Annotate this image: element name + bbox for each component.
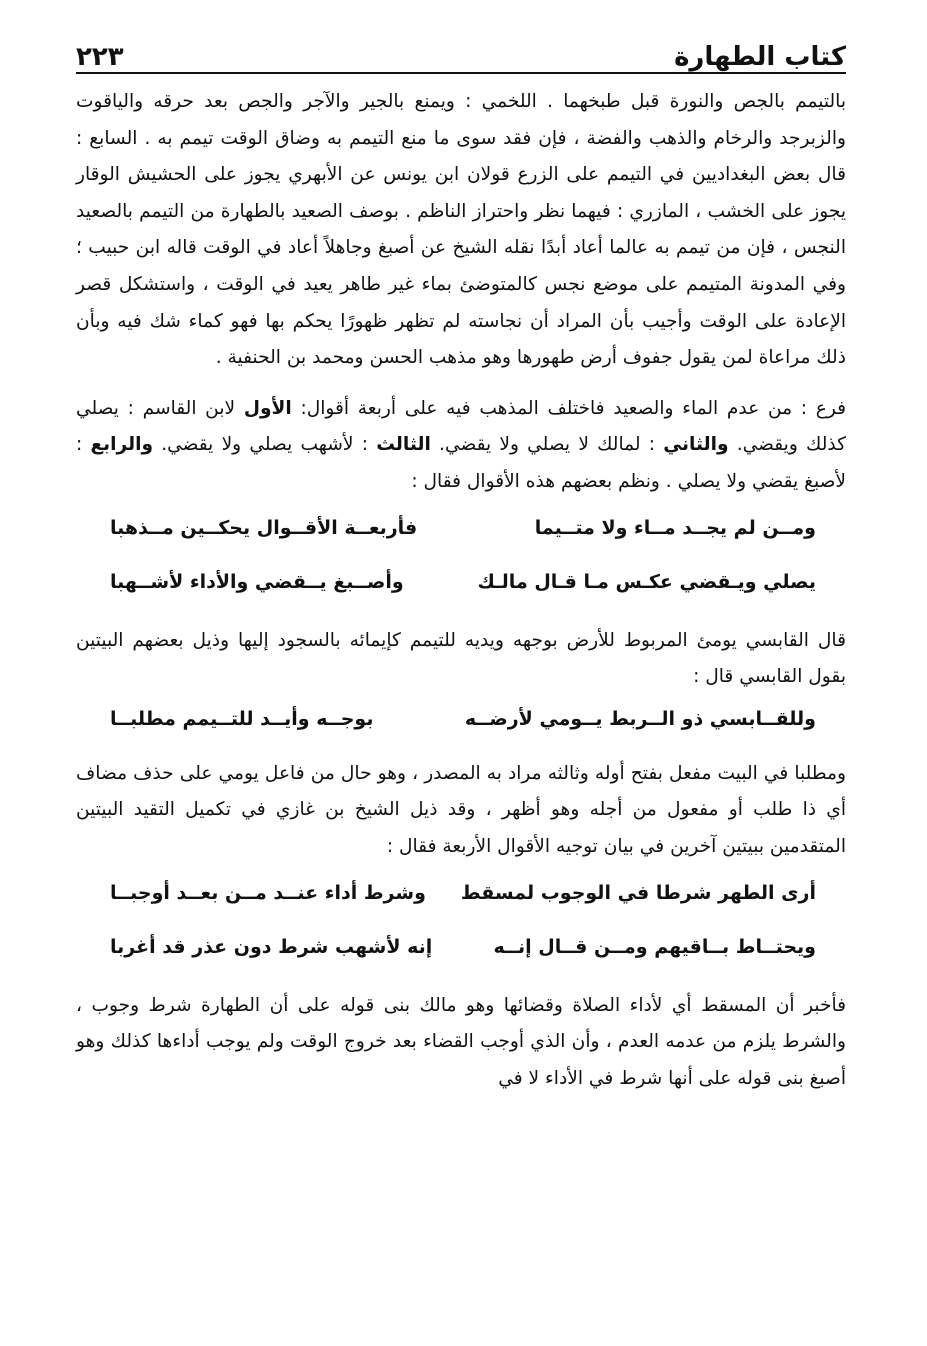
second-opinion-label: والثاني [663, 434, 729, 456]
paragraph-2-text: فرع : من عدم الماء والصعيد فاختلف المذهب فيه على أربعة أقوال: [291, 397, 846, 419]
paragraph-2-text: : لأصبغ يقضي ولا يصلي . ونظم بعضهم هذه الأقوال فقال : [76, 434, 846, 492]
fourth-opinion-label: والرابع [90, 434, 154, 456]
verse-second-hemistich: بوجــه وأيــد للتــيمم مطلبــا [110, 707, 374, 730]
paragraph-2 [76, 391, 846, 501]
verse-first-hemistich: يصلي ويـقضي عكـس مـا قـال مالـك [477, 570, 816, 593]
verse-first-hemistich: أرى الطهر شرطا في الوجوب لمسقط [460, 881, 816, 904]
page-header [76, 34, 846, 74]
first-opinion-label: الأول [243, 397, 292, 419]
paragraph-2-text: : لأشهب يصلي ولا يقضي. [153, 434, 377, 456]
verse-first-hemistich: ومــن لم يجــد مــاء ولا متــيما [534, 516, 816, 539]
verse-line [76, 920, 846, 974]
verse-second-hemistich: وشرط أداء عنــد مــن بعــد أوجبــا [110, 881, 426, 904]
verse-line [76, 501, 846, 555]
verse-first-hemistich: ويحتــاط بــاقيهم ومــن قــال إنــه [493, 935, 816, 958]
book-page [76, 34, 846, 1334]
verse-line [76, 866, 846, 920]
verse-second-hemistich: فأربعــة الأقــوال يحكــين مــذهبا [110, 516, 418, 539]
verse-second-hemistich: وأصــبغ يــقضي والأداء لأشــهبا [110, 570, 404, 593]
paragraph-3: قال القابسي يومئ المربوط للأرض بوجهه ويديه للتيمم كإيمائه بالسجود إليها وذيل بعضهم البيتين بقول القابسي قال : [76, 629, 846, 688]
paragraph-5: فأخبر أن المسقط أي لأداء الصلاة وقضائها وهو مالك بنى قوله على أن الطهارة شرط وجوب ، والشرط يلزم من عدمه العدم ، وأن الذي أوجب القضاء بعد خروج الوقت ولم يوجب أداءها كذلك وهو أصبغ بنى قوله على أنها شرط في الأداء لا في [76, 994, 846, 1089]
paragraph-1: بالتيمم بالجص والنورة قبل طبخهما . اللخمي : ويمنع بالجير والآجر والجص بعد حرقه والياقوت والزبرجد والرخام والذهب والفضة ، فإن فقد سوى ما منع التيمم به وضاق الوقت تيمم به . السابع : قال بعض البغداديين في التيمم على الزرع قولان ابن يونس عن الأبهري يجوز على الحشيش الوقار يجوز على الخشب ، المازري : فيهما نظر واحتراز الناظم . بوصف الصعيد بالطهارة من التيمم بالصعيد النجس ، فإن من تيمم به عالما أعاد أبدًا نقله الشيخ عن أصبغ وجاهلاً أعاد في الوقت قاله ابن حبيب ؛ وفي المدونة المتيمم على موضع نجس كالمتوضئ بماء غير طاهر يعيد في الوقت ، واستشكل قصر الإعادة على الوقت وأجيب بأن المراد أن نجاسته لم تظهر ظهورًا يحكم بها فهو كماء شك فيه وبأن ذلك مراعاة لمن يقول جفوف أرض طهورها وهو مذهب الحسن ومحمد بن الحنفية . [76, 91, 846, 369]
verse-first-hemistich: وللقــابسي ذو الــربط يــومي لأرضــه [464, 707, 816, 730]
paragraph-2-text: : لمالك لا يصلي ولا يقضي. [430, 434, 664, 456]
page-body [76, 84, 846, 1097]
third-opinion-label: الثالث [376, 434, 431, 456]
paragraph-2-text: لابن القاسم : يصلي كذلك ويقضي. [76, 397, 846, 456]
paragraph-4: ومطلبا في البيت مفعل بفتح أوله وثالثه مراد به المصدر ، وهو حال من فاعل يومي على حذف مضاف أي ذا طلب أو مفعول من أجله وهو أظهر ، وقد ذيل الشيخ بن غازي في تكميل التقيد البيتين المتقدمين ببيتين آخرين في بيان توجيه الأقوال الأربعة فقال : [76, 762, 846, 857]
verse-second-hemistich: إنه لأشهب شرط دون عذر قد أغربا [110, 935, 433, 958]
chapter-title: كتاب الطهارة [674, 42, 846, 72]
page-number: ٢٢٣ [76, 42, 124, 72]
verse-line [76, 696, 846, 742]
verse-line [76, 555, 846, 609]
